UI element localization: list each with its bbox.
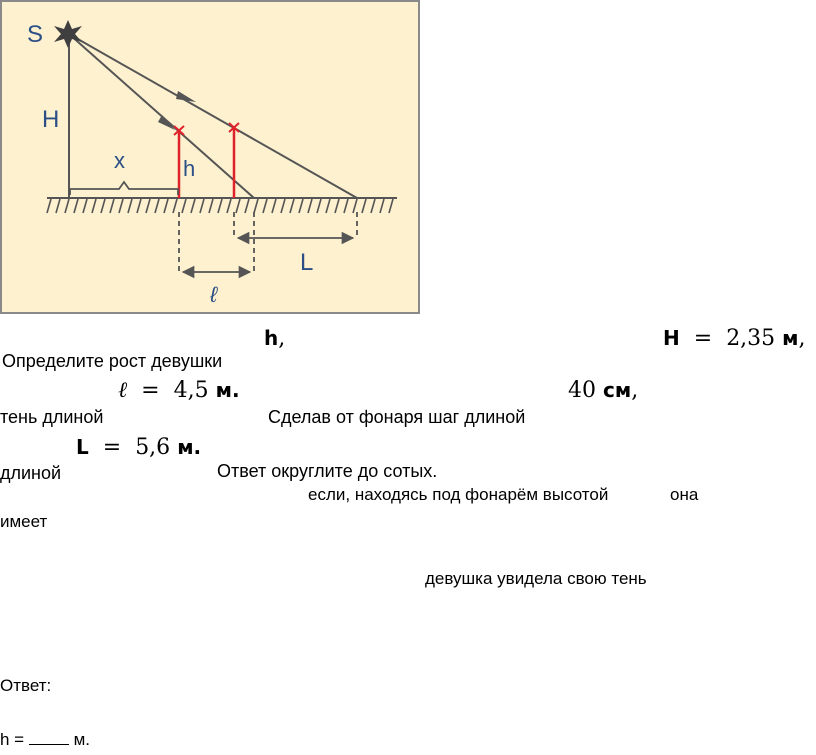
text-line-1: Определите рост девушки [2,351,223,371]
formula-h [264,328,285,350]
formula-h-var: h [264,326,279,350]
formula-l-unit: м. [215,378,240,402]
ray-second [69,34,357,198]
formula-l-var: ℓ [118,378,128,403]
x-brace [70,182,178,195]
answer-unit: м. [73,730,90,749]
answer-var: h = [0,730,25,749]
text-line-6: девушка увидела свою тень [425,569,647,588]
formula-H [663,328,806,350]
formula-H-punct: , [798,326,806,351]
text-line-4b: она [670,485,699,504]
formula-step-punct: , [631,378,639,403]
formula-H-unit: м [782,326,799,350]
text-line-5: имеет [0,512,48,531]
label-x: x [114,148,125,173]
answer-label: Ответ: [0,676,52,695]
formula-L-unit: м. [177,435,202,459]
formula-l-value: 4,5 [173,378,209,403]
label-h: h [183,156,196,181]
text-line-3b: Ответ округлите до сотых. [217,461,438,481]
formula-step [568,380,638,402]
ray-arrow-2 [176,91,196,102]
light-source-star-icon [54,20,82,48]
formula-h-punct: , [278,326,286,351]
formula-step-value: 40 [568,378,596,403]
label-L: L [300,249,314,276]
formula-H-var: H [663,326,680,350]
formula-H-value: 2,35 [726,326,776,351]
formula-L-value: 5,6 [135,435,171,460]
ray-arrow-1 [158,115,175,130]
formula-H-eq: = [693,326,713,351]
formula-step-unit: см [603,378,632,402]
formula-L-var: L [76,435,89,459]
label-l: ℓ [210,282,218,307]
answer-line [0,730,90,748]
answer-blank[interactable] [29,730,69,745]
formula-L [76,437,201,459]
label-H: H [42,106,60,133]
lamp-shadow-diagram [2,2,422,316]
formula-L-eq: = [102,435,122,460]
formula-l-eq: = [141,378,160,403]
label-S: S [27,21,44,48]
text-line-2a: тень длиной [0,407,104,427]
text-line-3a: длиной [0,463,62,483]
ground-hatching [47,199,393,213]
formula-l [118,380,240,402]
text-line-2b: Сделав от фонаря шаг длиной [268,407,526,427]
geometry-figure [0,0,420,314]
text-line-4: если, находясь под фонарём высотой [308,485,609,504]
dimension-dashes [179,212,357,275]
